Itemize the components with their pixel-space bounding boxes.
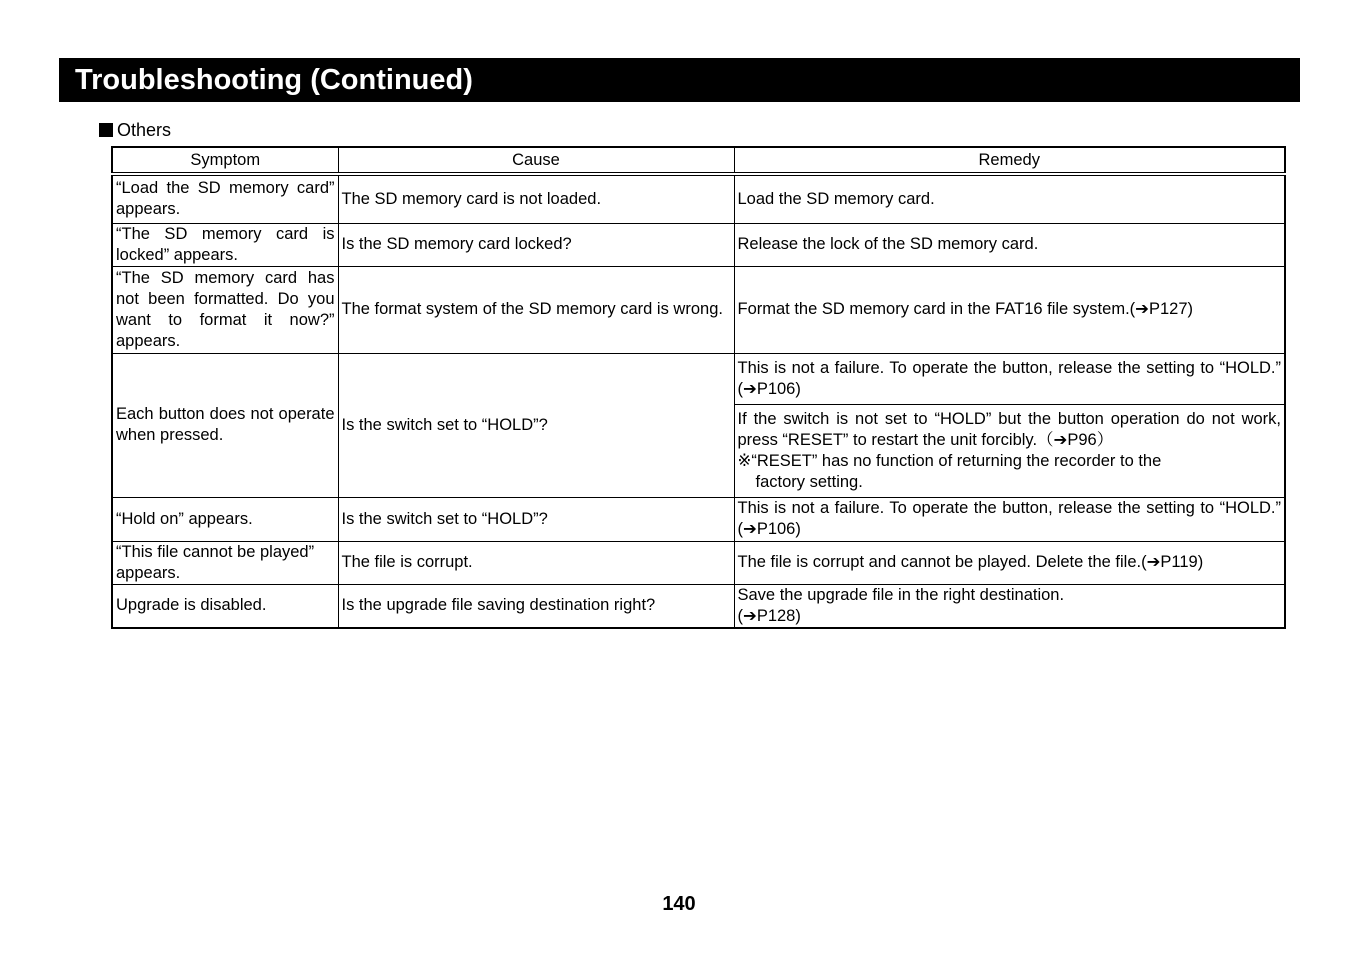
remedy-cell: Load the SD memory card.: [734, 174, 1285, 223]
cause-cell: The format system of the SD memory card is wrong.: [338, 266, 734, 353]
remedy-cell: [734, 404, 1285, 497]
remedy-cell: [734, 584, 1285, 628]
cause-cell: Is the switch set to “HOLD”?: [338, 353, 734, 497]
symptom-cell: “Load the SD memory card” appears.: [112, 174, 338, 223]
cause-cell: Is the switch set to “HOLD”?: [338, 497, 734, 541]
header-remedy: Remedy: [734, 147, 1285, 174]
symptom-cell: “Hold on” appears.: [112, 497, 338, 541]
symptom-cell: “The SD memory card has not been formatted. Do you want to format it now?” appears.: [112, 266, 338, 353]
remedy-note: ※“RESET” has no function of returning the recorder to the: [737, 451, 1162, 470]
cause-cell: The SD memory card is not loaded.: [338, 174, 734, 223]
remedy-reference: (➔P128): [737, 606, 801, 625]
header-cause: Cause: [338, 147, 734, 174]
remedy-note-continued: factory setting.: [755, 472, 863, 491]
table-row: [112, 266, 1285, 353]
table-row: [112, 541, 1285, 584]
remedy-text: Save the upgrade file in the right destination.: [737, 585, 1065, 604]
cause-cell: Is the upgrade file saving destination right?: [338, 584, 734, 628]
remedy-cell: Release the lock of the SD memory card.: [734, 223, 1285, 266]
remedy-cell: The file is corrupt and cannot be played. Delete the file.(➔P119): [734, 541, 1285, 584]
cause-cell: The file is corrupt.: [338, 541, 734, 584]
remedy-cell: This is not a failure. To operate the button, release the setting to “HOLD.” (➔P106): [734, 353, 1285, 404]
section-heading: [99, 119, 171, 141]
symptom-cell: “This file cannot be played” appears.: [112, 541, 338, 584]
table-row: [112, 223, 1285, 266]
table-row: [112, 174, 1285, 223]
page-number: 140: [662, 893, 696, 915]
symptom-cell: Each button does not operate when pressed.: [112, 353, 338, 497]
header-symptom: Symptom: [112, 147, 338, 174]
square-bullet-icon: [99, 123, 113, 137]
remedy-cell: This is not a failure. To operate the button, release the setting to “HOLD.” (➔P106): [734, 497, 1285, 541]
page-title: Troubleshooting (Continued): [75, 64, 473, 96]
remedy-cell: Format the SD memory card in the FAT16 file system.(➔P127): [734, 266, 1285, 353]
table-header-row: [112, 147, 1285, 174]
table-row: [112, 353, 1285, 404]
table-row: [112, 497, 1285, 541]
remedy-text: If the switch is not set to “HOLD” but the button operation do not work, press “RESET” to restart the unit forcibly.（➔P96）: [737, 409, 1281, 449]
symptom-cell: Upgrade is disabled.: [112, 584, 338, 628]
symptom-cell: “The SD memory card is locked” appears.: [112, 223, 338, 266]
section-label: Others: [117, 120, 172, 140]
troubleshooting-table: [111, 146, 1286, 629]
title-bar: [59, 58, 1300, 102]
table-row: [112, 584, 1285, 628]
cause-cell: Is the SD memory card locked?: [338, 223, 734, 266]
